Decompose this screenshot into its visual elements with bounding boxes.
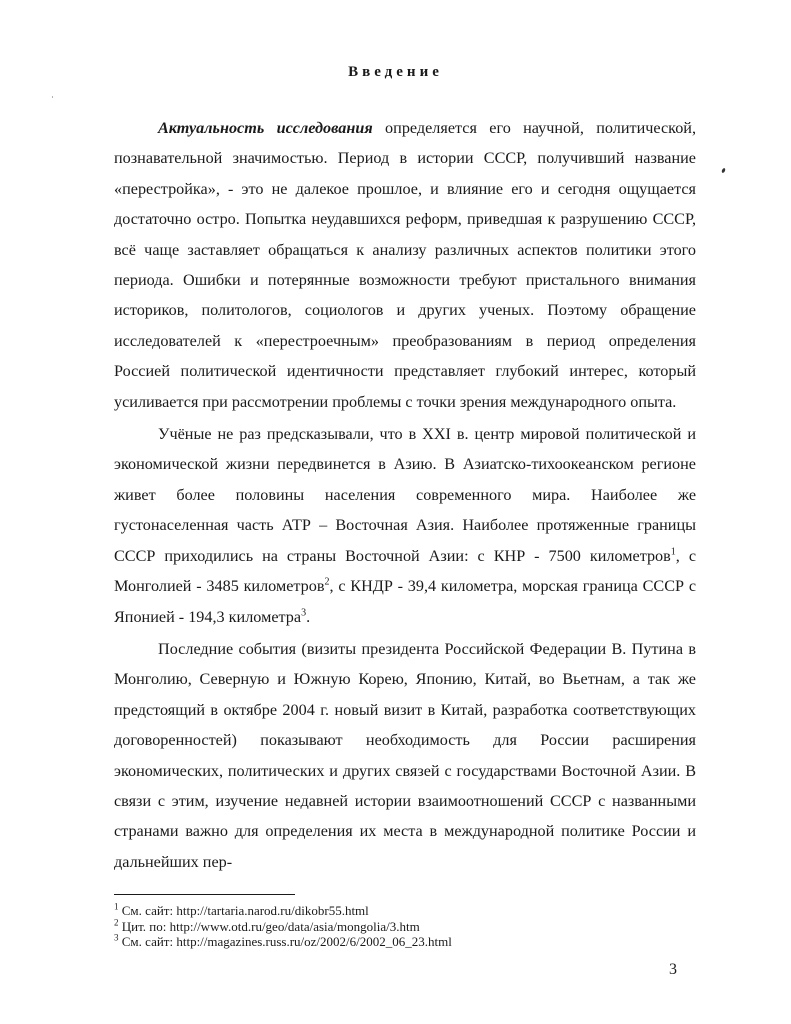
- footnote-divider: [114, 894, 295, 895]
- paragraph-text: .: [306, 607, 311, 626]
- paragraph-recent-events: [114, 634, 696, 877]
- page-number: 3: [669, 961, 677, 978]
- footnote-text: Цит. по: http://www.otd.ru/geo/data/asia/mongolia/3.htm: [118, 918, 420, 934]
- footnote-item: [114, 903, 674, 919]
- footnotes: [114, 903, 674, 950]
- scan-speck: [721, 168, 726, 174]
- footnote-item: [114, 919, 674, 935]
- paragraph-relevance: [114, 113, 696, 417]
- paragraph-borders: [114, 419, 696, 632]
- paragraph-text: Учёные не раз предсказывали, что в XXI в. центр мировой политической и экономической жизни передвинется в Азию. В Азиатско-тихоокеанском регионе живет более половины населения современного мира. Наиболее же густонаселенная часть АТР – Восточная Азия. Наиболее протяженные границы СССР приходились на страны Восточной Азии: с КНР - 7500 километров: [114, 425, 696, 565]
- page-title: Введение: [348, 64, 443, 80]
- footnote-mark: 3: [114, 932, 119, 943]
- relevance-lead: Актуальность исследования: [158, 119, 373, 137]
- footnote-ref[interactable]: 3: [301, 607, 307, 619]
- paragraph-text: , с КНДР - 39,4 километра, морская граница СССР с Японией - 194,3 километра: [114, 577, 696, 626]
- body-text: [114, 113, 696, 877]
- footnote-ref[interactable]: 2: [324, 576, 330, 588]
- paragraph-text: , с Монголией - 3485 километров: [114, 546, 696, 596]
- paragraph-text: Последние события (визиты президента Российской Федерации В. Путина в Монголию, Северную и Южную Корею, Японию, Китай, во Вьетнам, а так же предстоящий в октябре 2004 г. новый визит в Китай, разработка соответствующих договоренностей) показывают необходимость для России расширения экономических, политических и других связей с государствами Восточной Азии. В связи с этим, изучение недавней истории взаимоотношений СССР с названными странами важно для определения их места в международной политике России и дальнейших пер-: [114, 639, 696, 871]
- footnote-text: См. сайт: http://magazines.russ.ru/oz/2002/6/2002_06_23.html: [118, 934, 452, 949]
- footnote-item: [114, 934, 674, 950]
- scan-speck: [52, 96, 53, 98]
- footnote-mark: 2: [114, 917, 119, 928]
- footnote-ref[interactable]: 1: [670, 546, 676, 558]
- paragraph-text: определяется его научной, политической, познавательной значимостью. Период в истории СССР, получивший название «перестройка», - это не далекое прошлое, и влияние его и сегодня ощущается достаточно остро. Попытка неудавшихся реформ, приведшая к разрушению СССР, всё чаще заставляет обращаться к анализу различных аспектов политики этого периода. Ошибки и потерянные возможности требуют пристального внимания историков, политологов, социологов и других ученых. Поэтому обращение исследователей к «перестроечным» преобразованиям в период определения Россией политической идентичности представляет глубокий интерес, который усиливается при рассмотрении проблемы с точки зрения международного опыта.: [114, 119, 697, 411]
- footnote-mark: 1: [114, 901, 119, 912]
- footnote-text: См. сайт: http://tartaria.narod.ru/dikobr55.html: [118, 903, 369, 918]
